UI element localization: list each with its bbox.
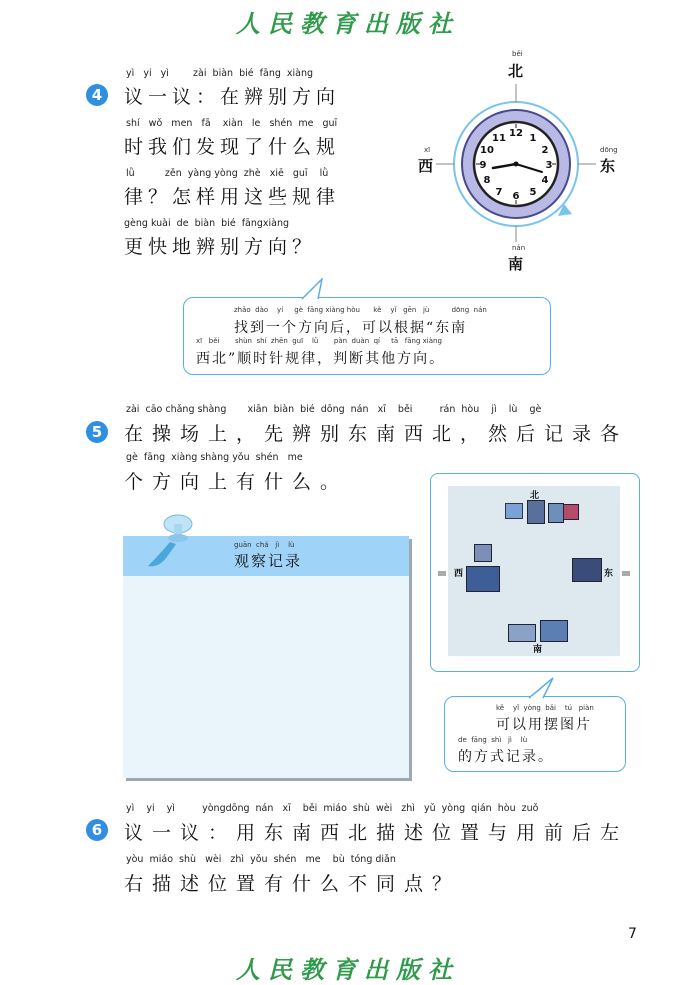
south-photo-2: [540, 620, 568, 642]
q5-bubble-line-1: 可以用摆图片: [496, 717, 592, 733]
south-pinyin: nán: [512, 244, 526, 252]
compass-clock: [436, 64, 596, 254]
q4-pinyin-3: lǜ zěn yàng yòng zhè xiē guī lǜ: [126, 168, 329, 179]
clock-number-8: 8: [483, 175, 491, 186]
q5-bubble-pinyin-1: kě yǐ yòng bǎi tú piàn: [496, 704, 594, 712]
q4-text-2: 时我们发现了什么规: [124, 136, 341, 158]
q6-text-2: 右描述位置有什么不同点？: [124, 873, 461, 895]
north-pinyin: běi: [512, 50, 523, 58]
q4-text-1: 议一议：在辨别方向: [124, 86, 341, 108]
q4-bubble-line-2: 西北”顺时针规律，判断其他方向。: [196, 351, 446, 367]
east-pinyin: dōng: [600, 146, 618, 154]
west-pinyin: xī: [424, 146, 431, 154]
q4-text-3: 律？怎样用这些规律: [124, 186, 341, 208]
map-west-label: 西: [454, 569, 464, 579]
clock-number-4: 4: [541, 175, 549, 186]
q5-pinyin-2: gè fāng xiàng shàng yǒu shén me: [126, 452, 303, 463]
q4-bubble-tail: [300, 278, 330, 300]
q4-bubble-pinyin-2: xī běi shùn shí zhēn guī lǜ pàn duàn qí tā fāng xiàng: [196, 337, 442, 345]
question-5-number: 5: [86, 421, 108, 443]
map-east-label: 东: [604, 569, 614, 579]
clock-number-3: 3: [545, 160, 553, 171]
pushpin-icon: [144, 506, 198, 572]
north-photo-3: [548, 503, 564, 523]
north-photo-2: [527, 500, 545, 524]
q6-pinyin-2: yòu miáo shù wèi zhì yǒu shén me bù tóng diǎn: [126, 854, 396, 865]
q5-bubble-pinyin-2: de fāng shì jì lù: [458, 736, 528, 744]
clock-number-9: 9: [479, 160, 487, 171]
q6-pinyin-1: yì yi yì yòngdōng nán xī běi miáo shù wèi zhì yǔ yòng qián hòu zuǒ: [126, 803, 539, 814]
clock-number-7: 7: [495, 187, 503, 198]
q4-bubble-line-1: 找到一个方向后，可以根据“东南: [234, 320, 468, 336]
clock-number-2: 2: [541, 145, 549, 156]
q4-bubble-pinyin-1: zhǎo dào yí gè fāng xiàng hòu kě yǐ gēn jù dōng nán: [234, 306, 487, 314]
clock-number-10: 10: [480, 145, 494, 156]
clock-number-5: 5: [529, 187, 537, 198]
compass-south-label: 南: [508, 255, 524, 273]
q5-text-2: 个方向上有什么。: [124, 471, 349, 493]
west-photo-1: [474, 544, 492, 562]
west-photo-2: [466, 566, 500, 592]
question-6-number: 6: [86, 819, 108, 841]
east-arrow-icon: [622, 571, 630, 576]
clock-number-6: 6: [512, 191, 520, 202]
compass-west-label: 西: [418, 157, 434, 175]
west-arrow-icon: [438, 571, 446, 576]
q4-pinyin-1: yì yi yì zài biàn bié fāng xiàng: [126, 68, 314, 79]
compass-clock-svg: [436, 64, 596, 254]
q4-text-4: 更快地辨别方向？: [124, 236, 317, 258]
clock-number-1: 1: [529, 133, 537, 144]
clock-number-12: 12: [509, 128, 523, 139]
map-north-label: 北: [530, 491, 540, 501]
east-photo-1: [572, 558, 602, 582]
north-photo-4: [563, 504, 579, 520]
q5-bubble-line-2: 的方式记录。: [458, 749, 554, 765]
map-south-label: 南: [533, 645, 543, 655]
compass-east-label: 东: [600, 157, 616, 175]
question-4-number: 4: [86, 84, 108, 106]
north-photo-1: [505, 503, 523, 519]
q4-pinyin-4: gèng kuài de biàn bié fāngxiàng: [124, 218, 290, 229]
publisher-header: 人民教育出版社: [236, 9, 460, 38]
clock-number-11: 11: [492, 133, 506, 144]
page-number: 7: [628, 926, 637, 942]
q5-text-1: 在操场上，先辨别东南西北，然后记录各: [124, 423, 629, 445]
q5-pinyin-1: zài cāo chǎng shàng xiān biàn bié dōng nán xī běi rán hòu jì lù gè: [126, 404, 542, 415]
q4-pinyin-2: shí wǒ men fā xiàn le shén me guī: [126, 118, 338, 129]
record-title-pinyin: guān chá jì lù: [234, 541, 295, 549]
q5-bubble-tail: [527, 677, 557, 699]
publisher-footer: 人民教育出版社: [236, 955, 460, 984]
south-photo-1: [508, 624, 536, 642]
record-title: 观察记录: [234, 552, 303, 570]
q6-text-1: 议一议：用东南西北描述位置与用前后左: [124, 822, 629, 844]
compass-north-label: 北: [508, 62, 524, 80]
